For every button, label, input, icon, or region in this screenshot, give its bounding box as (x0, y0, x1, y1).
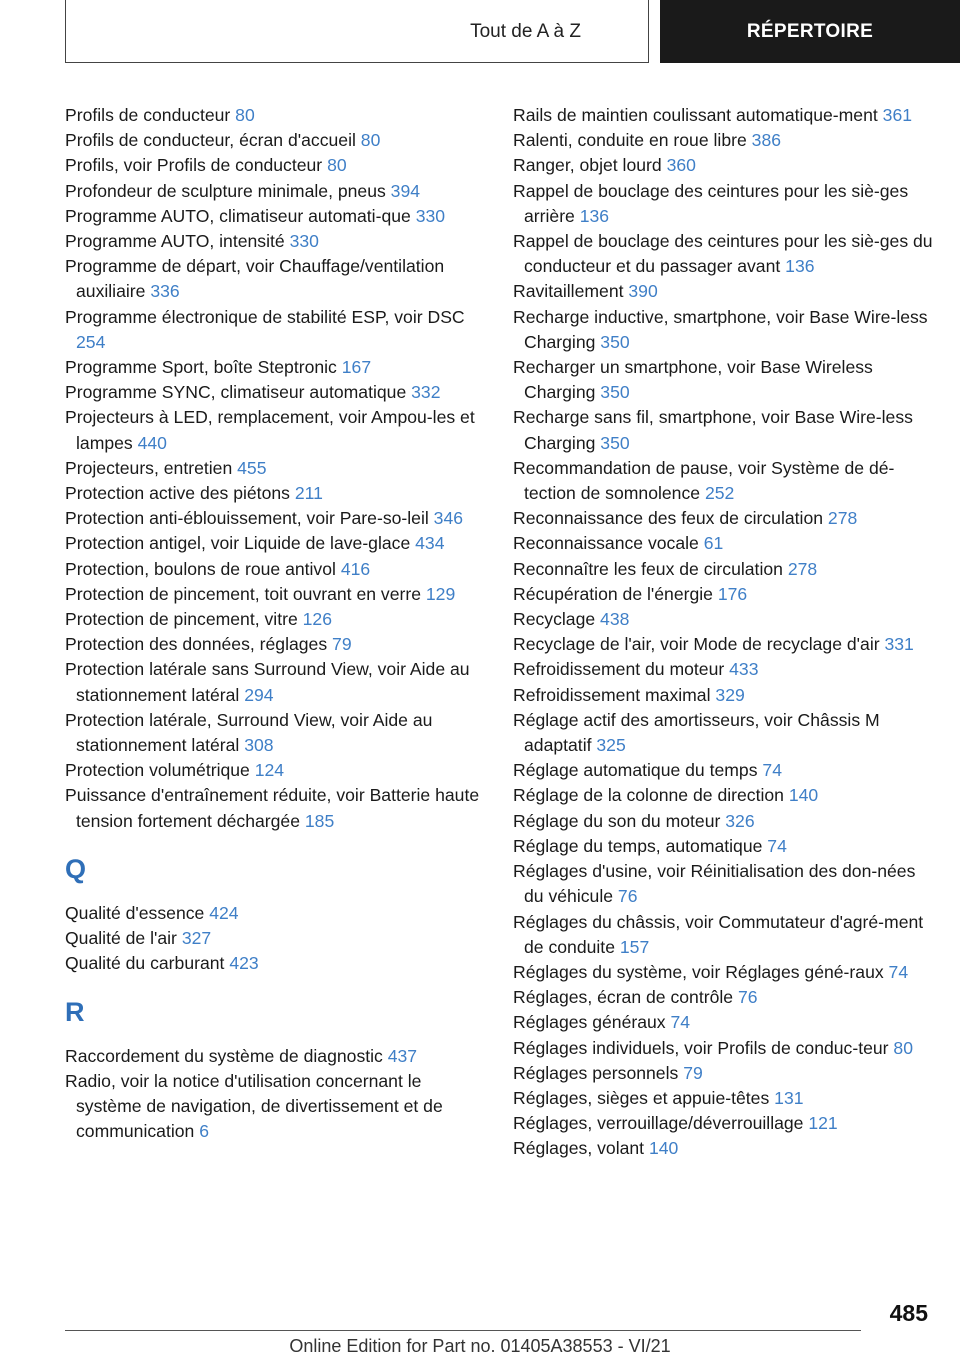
index-entry-text: Programme de départ, voir Chauffage/ventilation auxiliaire (65, 256, 445, 302)
index-entry-page-link[interactable]: 136 (579, 205, 610, 226)
index-entry-page-link[interactable]: 211 (294, 483, 323, 504)
index-entry (513, 1010, 933, 1035)
index-entry (65, 901, 480, 926)
index-entry-page-link[interactable]: 350 (600, 432, 630, 453)
index-entry-text: Puissance d'entraînement réduite, voir Batterie haute tension fortement déchargée (65, 785, 480, 831)
index-entry (513, 153, 933, 178)
index-entry-text: Projecteurs à LED, remplacement, voir Ampou-les et lampes (65, 407, 475, 453)
index-entry (513, 229, 933, 279)
index-entry (513, 305, 933, 355)
index-entry (513, 632, 933, 657)
index-entry-text: Réglages, verrouillage/déverrouillage (513, 1113, 804, 1134)
index-entry-text: Rappel de bouclage des ceintures pour les siè-ges arrière (513, 180, 909, 226)
index-entry-text: Réglage de la colonne de direction (513, 785, 784, 806)
index-entry-page-link[interactable]: 157 (619, 936, 650, 957)
header-frame (65, 0, 649, 63)
page-number: 485 (889, 1300, 928, 1326)
index-entry-page-link[interactable]: 185 (304, 810, 335, 831)
index-entry-page-link[interactable]: 167 (341, 357, 372, 378)
index-entry-page-link[interactable]: 278 (787, 558, 818, 579)
index-entry (65, 128, 480, 153)
index-entry (65, 305, 480, 355)
index-entry-page-link[interactable]: 79 (332, 634, 352, 655)
index-entry-text: Rails de maintien coulissant automatique-ment (513, 105, 878, 125)
index-entry-text: Recommandation de pause, voir Système de dé-tection de somnolence (513, 457, 895, 504)
section-letter-q: Q (65, 853, 87, 884)
index-entry-page-link[interactable]: 326 (725, 810, 755, 831)
index-entry-page-link[interactable]: 455 (237, 457, 267, 478)
index-entry-page-link[interactable]: 254 (76, 331, 106, 352)
index-entry-text: Protection anti-éblouissement, voir Pare-so-leil (65, 508, 429, 529)
index-entry-text: Réglages individuels, voir Profils de conduc-teur (513, 1037, 889, 1058)
index-entry (513, 783, 933, 808)
index-entry-text: Reconnaissance des feux de circulation (513, 508, 824, 529)
index-entry (513, 506, 933, 531)
index-entry-text: Programme AUTO, intensité (65, 231, 285, 252)
index-entry-text: Profils de conducteur, écran d'accueil (65, 130, 356, 151)
index-entry-text: Profils de conducteur (65, 105, 231, 125)
index-entry-page-link[interactable]: 330 (415, 205, 446, 226)
index-entry-text: Protection des données, réglages (65, 634, 328, 655)
index-entry-text: Réglages généraux (513, 1012, 666, 1033)
index-entry-text: Réglages, sièges et appuie-têtes (513, 1087, 770, 1108)
index-entry-text: Protection latérale sans Surround View, voir Aide au stationnement latéral (65, 659, 470, 705)
index-entry (513, 128, 933, 153)
index-entry-text: Programme électronique de stabilité ESP, voir DSC (65, 306, 465, 327)
index-entry (65, 951, 480, 976)
index-entry-page-link[interactable]: 386 (751, 130, 782, 151)
index-entry (65, 557, 480, 582)
index-entry (65, 153, 480, 178)
index-entry-page-link[interactable]: 6 (199, 1121, 210, 1142)
index-entry (65, 1044, 480, 1069)
index-entry-text: Programme Sport, boîte Steptronic (65, 357, 337, 378)
index-entry-page-link[interactable]: 79 (683, 1062, 703, 1083)
index-entry-page-link[interactable]: 74 (670, 1012, 691, 1033)
index-entry-text: Qualité d'essence (65, 902, 205, 923)
index-entry (65, 456, 480, 481)
index-entry-page-link[interactable]: 350 (600, 331, 630, 352)
index-entry (513, 1136, 933, 1161)
index-entry-page-link[interactable]: 76 (737, 987, 758, 1008)
index-entry-page-link[interactable]: 176 (717, 583, 748, 604)
index-entry (513, 683, 933, 708)
index-entry-text: Projecteurs, entretien (65, 457, 233, 478)
index-entry (65, 204, 480, 229)
index-entry-page-link[interactable]: 80 (360, 130, 381, 151)
index-entry-page-link[interactable]: 80 (893, 1037, 913, 1058)
index-entry-text: Qualité de l'air (65, 928, 177, 949)
index-entry-page-link[interactable]: 140 (788, 785, 819, 806)
index-entry-text: Recyclage de l'air, voir Mode de recyclage d'air (513, 634, 880, 655)
tab-tout-de-a-a-z[interactable]: Tout de A à Z (470, 21, 581, 42)
index-entry (513, 607, 933, 632)
index-entry (513, 809, 933, 834)
index-entry-page-link[interactable]: 361 (882, 105, 913, 125)
index-entry-page-link[interactable]: 346 (433, 508, 464, 529)
index-entry (513, 405, 933, 455)
index-entry-page-link[interactable]: 394 (390, 180, 421, 201)
index-entry-text: Refroidissement du moteur (513, 659, 725, 680)
index-entry-page-link[interactable]: 437 (387, 1045, 418, 1066)
index-entry (513, 1061, 933, 1086)
index-entry (65, 254, 480, 304)
index-entry-page-link[interactable]: 278 (827, 508, 858, 529)
index-entry-page-link[interactable]: 325 (596, 735, 626, 756)
index-entry-page-link[interactable]: 438 (600, 609, 630, 630)
footer-divider (65, 1330, 861, 1331)
index-entry-text: Profondeur de sculpture minimale, pneus (65, 180, 386, 201)
index-entry-page-link[interactable]: 80 (327, 155, 347, 176)
index-entry (513, 531, 933, 556)
index-entry-page-link[interactable]: 140 (648, 1138, 679, 1159)
index-entry (513, 279, 933, 304)
index-entry (513, 960, 933, 985)
section-letter-r: R (65, 996, 85, 1027)
index-entry-page-link[interactable]: 440 (137, 432, 167, 453)
index-entry-page-link[interactable]: 126 (302, 609, 332, 630)
index-entry-page-link[interactable]: 136 (785, 256, 815, 277)
index-entry-text: Protection, boulons de roue antivol (65, 558, 336, 579)
index-entry-text: Réglages, écran de contrôle (513, 987, 734, 1008)
index-entry-text: Reconnaître les feux de circulation (513, 558, 783, 579)
index-entry-text: Protection antigel, voir Liquide de lave-glace (65, 533, 411, 554)
index-entry-page-link[interactable]: 332 (411, 382, 441, 403)
index-entry-page-link[interactable]: 360 (666, 155, 696, 176)
index-entry (65, 657, 480, 707)
index-entry (513, 557, 933, 582)
index-entry-page-link[interactable]: 74 (762, 760, 782, 781)
index-entry (513, 456, 933, 506)
index-entry-text: Ravitaillement (513, 281, 624, 302)
index-entry-text: Protection de pincement, vitre (65, 609, 298, 630)
index-entry-page-link[interactable]: 294 (244, 684, 274, 705)
index-entry-text: Réglage actif des amortisseurs, voir Châssis M adaptatif (513, 709, 880, 756)
index-entry-text: Recharger un smartphone, voir Base Wireless Charging (513, 357, 873, 403)
index-entry-page-link[interactable]: 390 (628, 281, 658, 302)
index-entry (65, 632, 480, 657)
index-entry (513, 103, 933, 128)
index-entry-text: Recharge sans fil, smartphone, voir Base Wire-less Charging (513, 407, 913, 453)
index-entry-text: Réglages d'usine, voir Réinitialisation des don-nées du véhicule (513, 861, 916, 907)
index-entry (513, 859, 933, 909)
index-entry-page-link[interactable]: 424 (209, 902, 239, 923)
index-entry-page-link[interactable]: 131 (774, 1087, 804, 1108)
index-entry-text: Réglage du son du moteur (513, 810, 721, 831)
index-entry-page-link[interactable]: 80 (235, 105, 255, 125)
index-entry (513, 355, 933, 405)
index-entry-text: Récupération de l'énergie (513, 583, 713, 604)
index-entry (513, 1111, 933, 1136)
index-entry-page-link[interactable]: 434 (415, 533, 445, 554)
index-entry-page-link[interactable]: 327 (181, 928, 212, 949)
index-entry (65, 355, 480, 380)
index-entry-text: Profils, voir Profils de conducteur (65, 155, 323, 176)
index-entry (513, 758, 933, 783)
index-entry-text: Réglage automatique du temps (513, 760, 758, 781)
index-entry (65, 531, 480, 556)
index-entry-text: Protection volumétrique (65, 760, 250, 781)
index-entry-text: Réglages du châssis, voir Commutateur d'agré-ment de conduite (513, 911, 924, 957)
index-entry (513, 582, 933, 607)
index-entry-text: Programme AUTO, climatiseur automati-que (65, 205, 411, 226)
index-entry-text: Protection de pincement, toit ouvrant en verre (65, 583, 421, 604)
index-entry-page-link[interactable]: 416 (340, 558, 371, 579)
index-entry-page-link[interactable]: 331 (884, 634, 914, 655)
index-entry-text: Refroidissement maximal (513, 684, 711, 705)
index-entry (65, 926, 480, 951)
index-entry (513, 1036, 933, 1061)
index-entry-text: Reconnaissance vocale (513, 533, 699, 554)
index-entry-page-link[interactable]: 129 (425, 583, 456, 604)
index-entry (65, 229, 480, 254)
index-entry-text: Qualité du carburant (65, 953, 225, 974)
index-entry-page-link[interactable]: 308 (244, 735, 274, 756)
index-entry-text: Réglages, volant (513, 1138, 645, 1159)
index-entry-page-link[interactable]: 330 (289, 231, 319, 252)
index-entry-text: Réglage du temps, automatique (513, 835, 763, 856)
index-entry (513, 910, 933, 960)
index-entry-page-link[interactable]: 61 (703, 533, 724, 554)
index-entry (65, 481, 480, 506)
index-entry (65, 783, 480, 833)
index-entry (65, 380, 480, 405)
index-column-left (65, 103, 480, 1144)
index-entry-page-link[interactable]: 124 (254, 760, 285, 781)
index-entry-text: Protection latérale, Surround View, voir Aide au stationnement latéral (65, 709, 433, 756)
index-entry-text: Raccordement du système de diagnostic (65, 1045, 383, 1066)
index-entry (65, 607, 480, 632)
index-entry (513, 985, 933, 1010)
index-entry (65, 179, 480, 204)
index-entry (65, 758, 480, 783)
index-entry-text: Programme SYNC, climatiseur automatique (65, 382, 407, 403)
index-entry (65, 708, 480, 758)
index-column-right (513, 103, 933, 1162)
footer-edition: Online Edition for Part no. 01405A38553 - VI/21 (289, 1336, 671, 1356)
index-entry (513, 1086, 933, 1111)
index-entry (65, 506, 480, 531)
index-entry-page-link[interactable]: 433 (729, 659, 759, 680)
index-entry (65, 103, 480, 128)
index-entry-page-link[interactable]: 121 (808, 1113, 838, 1134)
index-entry (65, 1069, 480, 1145)
index-entry-page-link[interactable]: 329 (715, 684, 745, 705)
index-entry-text: Réglages du système, voir Réglages géné-raux (513, 961, 884, 982)
tab-repertoire[interactable]: RÉPERTOIRE (660, 0, 960, 63)
index-entry (513, 657, 933, 682)
index-entry-text: Recharge inductive, smartphone, voir Base Wire-less Charging (513, 306, 928, 352)
index-entry (65, 405, 480, 455)
index-entry-text: Ranger, objet lourd (513, 155, 662, 176)
index-entry-page-link[interactable]: 350 (600, 382, 630, 403)
index-entry (513, 179, 933, 229)
index-entry (513, 708, 933, 758)
index-entry-text: Ralenti, conduite en roue libre (513, 130, 747, 151)
index-entry-text: Protection active des piétons (65, 483, 290, 504)
index-entry (65, 582, 480, 607)
index-entry-text: Réglages personnels (513, 1062, 679, 1083)
index-entry-text: Rappel de bouclage des ceintures pour les siè-ges du conducteur et du passager avant (513, 231, 933, 277)
index-entry-text: Radio, voir la notice d'utilisation concernant le système de navigation, de divertissement et de communication (65, 1070, 443, 1142)
index-entry-page-link[interactable]: 74 (888, 961, 909, 982)
index-entry-page-link[interactable]: 76 (617, 886, 638, 907)
index-entry-page-link[interactable]: 336 (150, 281, 180, 302)
index-entry-page-link[interactable]: 423 (229, 953, 259, 974)
index-entry-text: Recyclage (513, 609, 596, 630)
index-entry-page-link[interactable]: 74 (767, 835, 787, 856)
index-entry-page-link[interactable]: 252 (704, 483, 735, 504)
index-entry (513, 834, 933, 859)
